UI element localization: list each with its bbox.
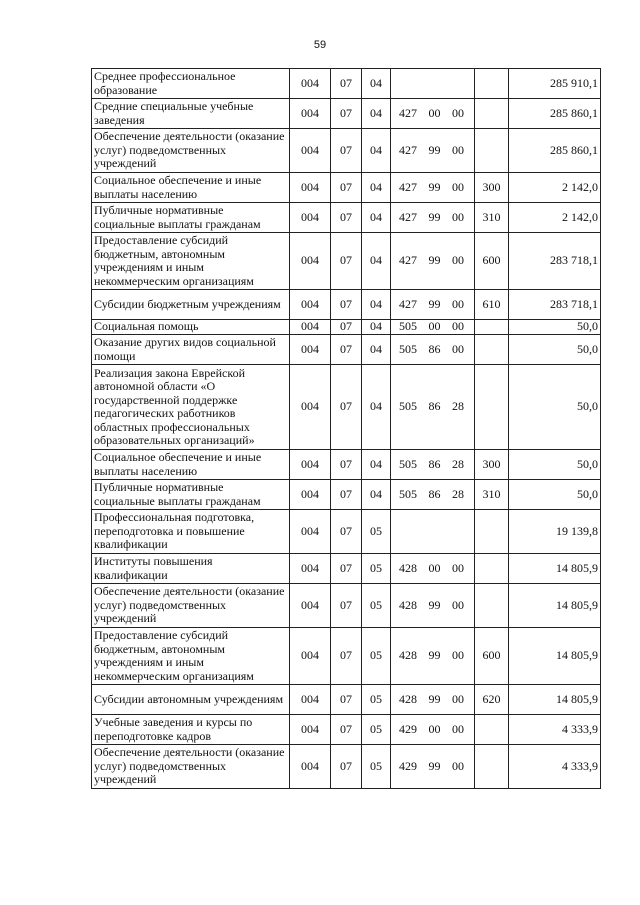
section-code-cell: 07 [331, 290, 362, 320]
target-article-part: 00 [428, 105, 441, 120]
expense-type-cell [475, 99, 509, 129]
target-article-part: 86 [428, 341, 441, 356]
target-article-cell [391, 628, 475, 685]
target-article-part: 00 [452, 142, 464, 157]
amount-cell: 50,0 [509, 335, 601, 365]
subsection-code-cell: 05 [362, 715, 391, 745]
target-article-part: 428 [399, 648, 417, 663]
section-code-cell: 07 [331, 365, 362, 450]
item-name-cell: Оказание других видов социальной помощи [92, 335, 290, 365]
target-article-cell [391, 365, 475, 450]
target-article-part: 00 [452, 296, 464, 311]
section-code-cell: 07 [331, 233, 362, 290]
target-article-part: 00 [452, 721, 464, 736]
subsection-code-cell: 05 [362, 584, 391, 628]
target-article-part: 00 [452, 209, 464, 224]
amount-cell: 285 860,1 [509, 129, 601, 173]
ministry-code-cell: 004 [290, 365, 331, 450]
ministry-code-cell: 004 [290, 320, 331, 335]
section-code-cell: 07 [331, 335, 362, 365]
amount-cell: 14 805,9 [509, 554, 601, 584]
ministry-code-cell: 004 [290, 173, 331, 203]
target-article-code [393, 458, 472, 472]
page-number: 59 [313, 39, 327, 51]
table-row [92, 129, 601, 173]
target-article-cell [391, 335, 475, 365]
target-article-part: 00 [452, 253, 464, 268]
target-article-code [393, 599, 472, 613]
expense-type-cell [475, 715, 509, 745]
subsection-code-cell: 04 [362, 203, 391, 233]
target-article-cell [391, 745, 475, 789]
item-name-cell: Предоставление субсидий бюджетным, автономным учреждениям и иным некоммерческим организациям [92, 628, 290, 685]
target-article-part: 505 [399, 399, 417, 414]
amount-cell: 14 805,9 [509, 584, 601, 628]
target-article-code [393, 181, 472, 195]
table-body [92, 69, 601, 789]
subsection-code-cell: 04 [362, 320, 391, 335]
expense-type-cell: 300 [475, 173, 509, 203]
target-article-part: 505 [399, 319, 417, 334]
amount-cell: 283 718,1 [509, 290, 601, 320]
amount-cell: 50,0 [509, 450, 601, 480]
ministry-code-cell: 004 [290, 233, 331, 290]
table-row [92, 290, 601, 320]
section-code-cell: 07 [331, 320, 362, 335]
expense-type-cell [475, 510, 509, 554]
ministry-code-cell: 004 [290, 745, 331, 789]
target-article-code [393, 649, 472, 663]
section-code-cell: 07 [331, 69, 362, 99]
item-name-cell: Обеспечение деятельности (оказание услуг) подведомственных учреждений [92, 584, 290, 628]
table-row [92, 203, 601, 233]
ministry-code-cell: 004 [290, 99, 331, 129]
amount-cell: 285 860,1 [509, 99, 601, 129]
target-article-part: 427 [399, 105, 417, 120]
table-row [92, 69, 601, 99]
target-article-code [393, 298, 472, 312]
ministry-code-cell: 004 [290, 685, 331, 715]
target-article-part: 429 [399, 721, 417, 736]
target-article-cell [391, 480, 475, 510]
target-article-code [393, 400, 472, 414]
table-row [92, 450, 601, 480]
subsection-code-cell: 04 [362, 290, 391, 320]
subsection-code-cell: 05 [362, 745, 391, 789]
amount-cell: 2 142,0 [509, 203, 601, 233]
target-article-part: 99 [428, 253, 441, 268]
expense-type-cell: 620 [475, 685, 509, 715]
section-code-cell: 07 [331, 685, 362, 715]
expense-type-cell: 610 [475, 290, 509, 320]
table-row [92, 99, 601, 129]
subsection-code-cell: 04 [362, 69, 391, 99]
amount-cell: 19 139,8 [509, 510, 601, 554]
amount-cell: 50,0 [509, 480, 601, 510]
target-article-code [393, 723, 472, 737]
target-article-part: 99 [428, 209, 441, 224]
target-article-cell [391, 69, 475, 99]
subsection-code-cell: 04 [362, 335, 391, 365]
item-name-cell: Субсидии автономным учреждениям [92, 685, 290, 715]
target-article-part: 00 [452, 319, 464, 334]
target-article-part: 00 [452, 179, 464, 194]
target-article-part: 86 [428, 486, 441, 501]
target-article-part: 505 [399, 486, 417, 501]
item-name-cell: Предоставление субсидий бюджетным, автономным учреждениям и иным некоммерческим организациям [92, 233, 290, 290]
target-article-cell [391, 510, 475, 554]
target-article-code [393, 211, 472, 225]
item-name-cell: Социальное обеспечение и иные выплаты населению [92, 173, 290, 203]
target-article-part: 99 [428, 179, 441, 194]
target-article-part: 00 [452, 560, 464, 575]
table-row [92, 365, 601, 450]
item-name-cell: Обеспечение деятельности (оказание услуг) подведомственных учреждений [92, 129, 290, 173]
target-article-code [393, 760, 472, 774]
target-article-cell [391, 233, 475, 290]
expense-type-cell: 310 [475, 480, 509, 510]
item-name-cell: Средние специальные учебные заведения [92, 99, 290, 129]
target-article-part: 00 [452, 758, 464, 773]
target-article-cell [391, 450, 475, 480]
target-article-part: 99 [428, 296, 441, 311]
target-article-part: 00 [452, 105, 464, 120]
section-code-cell: 07 [331, 480, 362, 510]
ministry-code-cell: 004 [290, 335, 331, 365]
target-article-code [393, 562, 472, 576]
target-article-code [393, 343, 472, 357]
target-article-part: 99 [428, 691, 441, 706]
table-row [92, 715, 601, 745]
section-code-cell: 07 [331, 584, 362, 628]
amount-cell: 285 910,1 [509, 69, 601, 99]
expense-type-cell: 600 [475, 233, 509, 290]
target-article-cell [391, 685, 475, 715]
table-row [92, 745, 601, 789]
item-name-cell: Субсидии бюджетным учреждениям [92, 290, 290, 320]
target-article-part: 00 [452, 597, 464, 612]
item-name-cell: Учебные заведения и курсы по переподготовке кадров [92, 715, 290, 745]
target-article-part: 86 [428, 456, 441, 471]
target-article-part: 99 [428, 142, 441, 157]
item-name-cell: Профессиональная подготовка, переподготовка и повышение квалификации [92, 510, 290, 554]
subsection-code-cell: 05 [362, 554, 391, 584]
expense-type-cell [475, 320, 509, 335]
section-code-cell: 07 [331, 628, 362, 685]
ministry-code-cell: 004 [290, 129, 331, 173]
target-article-cell [391, 715, 475, 745]
target-article-part: 427 [399, 209, 417, 224]
item-name-cell: Реализация закона Еврейской автономной области «О государственной поддержке педагогических работников областных профессиональных образовательных организаций» [92, 365, 290, 450]
target-article-part: 428 [399, 691, 417, 706]
target-article-code [393, 488, 472, 502]
target-article-part: 429 [399, 758, 417, 773]
target-article-part: 99 [428, 597, 441, 612]
table-row [92, 584, 601, 628]
subsection-code-cell: 04 [362, 365, 391, 450]
ministry-code-cell: 004 [290, 554, 331, 584]
ministry-code-cell: 004 [290, 584, 331, 628]
table-row [92, 173, 601, 203]
amount-cell: 4 333,9 [509, 715, 601, 745]
table-row [92, 480, 601, 510]
section-code-cell: 07 [331, 129, 362, 173]
target-article-code [393, 144, 472, 158]
subsection-code-cell: 05 [362, 510, 391, 554]
subsection-code-cell: 04 [362, 129, 391, 173]
ministry-code-cell: 004 [290, 203, 331, 233]
target-article-code [393, 320, 472, 334]
section-code-cell: 07 [331, 99, 362, 129]
amount-cell: 14 805,9 [509, 685, 601, 715]
expense-type-cell [475, 584, 509, 628]
subsection-code-cell: 05 [362, 628, 391, 685]
table-row [92, 320, 601, 335]
subsection-code-cell: 04 [362, 173, 391, 203]
section-code-cell: 07 [331, 745, 362, 789]
target-article-part: 99 [428, 648, 441, 663]
target-article-part: 428 [399, 597, 417, 612]
ministry-code-cell: 004 [290, 69, 331, 99]
subsection-code-cell: 05 [362, 685, 391, 715]
expense-type-cell [475, 365, 509, 450]
target-article-cell [391, 290, 475, 320]
amount-cell: 14 805,9 [509, 628, 601, 685]
budget-table [91, 68, 601, 789]
item-name-cell: Социальное обеспечение и иные выплаты населению [92, 450, 290, 480]
target-article-part: 00 [452, 341, 464, 356]
section-code-cell: 07 [331, 715, 362, 745]
table-row [92, 510, 601, 554]
target-article-part: 427 [399, 179, 417, 194]
ministry-code-cell: 004 [290, 450, 331, 480]
target-article-cell [391, 554, 475, 584]
target-article-part: 00 [452, 691, 464, 706]
ministry-code-cell: 004 [290, 510, 331, 554]
target-article-part: 428 [399, 560, 417, 575]
subsection-code-cell: 04 [362, 233, 391, 290]
target-article-cell [391, 99, 475, 129]
target-article-part: 00 [452, 648, 464, 663]
target-article-cell [391, 173, 475, 203]
ministry-code-cell: 004 [290, 290, 331, 320]
amount-cell: 2 142,0 [509, 173, 601, 203]
item-name-cell: Институты повышения квалификации [92, 554, 290, 584]
ministry-code-cell: 004 [290, 628, 331, 685]
table-row [92, 335, 601, 365]
target-article-cell [391, 203, 475, 233]
expense-type-cell: 300 [475, 450, 509, 480]
section-code-cell: 07 [331, 173, 362, 203]
table-row [92, 554, 601, 584]
section-code-cell: 07 [331, 450, 362, 480]
target-article-cell [391, 320, 475, 335]
item-name-cell: Публичные нормативные социальные выплаты гражданам [92, 480, 290, 510]
section-code-cell: 07 [331, 554, 362, 584]
expense-type-cell [475, 745, 509, 789]
target-article-part: 28 [452, 486, 464, 501]
amount-cell: 50,0 [509, 320, 601, 335]
expense-type-cell: 310 [475, 203, 509, 233]
amount-cell: 50,0 [509, 365, 601, 450]
target-article-part: 427 [399, 296, 417, 311]
target-article-part: 00 [428, 560, 441, 575]
target-article-cell [391, 584, 475, 628]
expense-type-cell: 600 [475, 628, 509, 685]
ministry-code-cell: 004 [290, 480, 331, 510]
expense-type-cell [475, 69, 509, 99]
target-article-cell [391, 129, 475, 173]
table-row [92, 628, 601, 685]
item-name-cell: Обеспечение деятельности (оказание услуг) подведомственных учреждений [92, 745, 290, 789]
subsection-code-cell: 04 [362, 450, 391, 480]
item-name-cell: Среднее профессиональное образование [92, 69, 290, 99]
item-name-cell: Публичные нормативные социальные выплаты гражданам [92, 203, 290, 233]
expense-type-cell [475, 129, 509, 173]
target-article-part: 28 [452, 456, 464, 471]
amount-cell: 283 718,1 [509, 233, 601, 290]
target-article-part: 99 [428, 758, 441, 773]
expense-type-cell [475, 335, 509, 365]
target-article-part: 28 [452, 399, 464, 414]
table-row [92, 233, 601, 290]
target-article-part: 505 [399, 456, 417, 471]
target-article-code [393, 107, 472, 121]
subsection-code-cell: 04 [362, 99, 391, 129]
subsection-code-cell: 04 [362, 480, 391, 510]
section-code-cell: 07 [331, 510, 362, 554]
target-article-part: 505 [399, 341, 417, 356]
target-article-part: 86 [428, 399, 441, 414]
expense-type-cell [475, 554, 509, 584]
section-code-cell: 07 [331, 203, 362, 233]
table-row [92, 685, 601, 715]
target-article-part: 00 [428, 721, 441, 736]
item-name-cell: Социальная помощь [92, 320, 290, 335]
target-article-code [393, 693, 472, 707]
target-article-part: 427 [399, 253, 417, 268]
target-article-part: 427 [399, 142, 417, 157]
target-article-part: 00 [428, 319, 441, 334]
target-article-code [393, 254, 472, 268]
ministry-code-cell: 004 [290, 715, 331, 745]
amount-cell: 4 333,9 [509, 745, 601, 789]
